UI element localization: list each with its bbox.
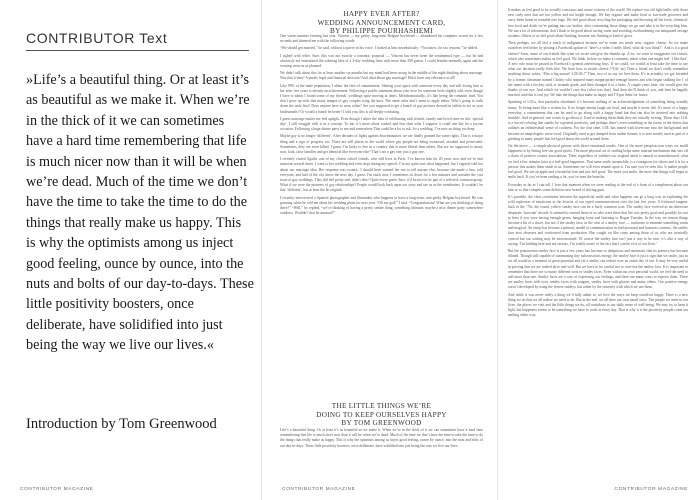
middle-page bbox=[262, 0, 498, 500]
article1-title-line1: HAPPY EVER AFTER? bbox=[343, 10, 420, 18]
article1-title-line3: BY PHILIPPE POURHASHEMI bbox=[330, 27, 433, 36]
right-paragraph: It’s possible, the clear correlation between the superficial smile and what happens can go a long way in explaining the wild explosion of emoticons in the lexicon of our typed communications over the last few years. A frictional tangent: back in the ’70s, the round, yellow smiley face can be a fairly common icon. The smiley face evolved as an otherwise desperate ‘brownie’ decade. It seemed to remind those of us who were there that life was pretty good and possibly for not at least if you were having enough green, hanging loose and listening to Rogue Tuesday. In the way we reason things become a bit of a chore, but not if the smiley face, in the case of a smiley face — continues to emanate something warm and magical. An emoji has become a primary model of communication in both personal and business contexts, the smiley face now obsesses and confronted from production. Has caught on like crazy among those of us who are ironically cynical but our writing may be misconstrued. Of course the smiley face isn’t just a way to be nice, it’s also a way of saying ‘I’m kidding here and not serious, I’m totally aware of the fact that I can be a lot of our lives.’ bbox=[508, 194, 688, 246]
right-paragraph: On the move — a simple physical gesture with direct emotional results. One of the more perspicacious ways we instill happiness is by letting free our good spirits. The more physical act of smiling helps some internal mechanism that sets off a chain of positive cosmic associations. Then, regardless of whether our original smile is natural or manufactured, what we feel a few minutes later is a feel-good happiness. That same smile, meanwhile, is a contagious for others and it is for a person: this makes them smile at us. Sometimes we will even remark upon it. I’m sure you’ve seen this. It makes people feel good. We see an apple and a beautiful fruit and just feel good. The more you smile, the more that things will begin to smile back. If you’ve been smiling a lot, you’ve seen the benefits. bbox=[508, 144, 688, 180]
introduction-byline: Introduction by Tom Greenwood bbox=[26, 416, 217, 432]
right-paragraph: It makes us feel good to be socially conscious and aware citizens of the world. We replace our old light bulbs with those new curly ones that are too yellow and not bright enough. We buy organic and make local or fair-trade groceries and carry them home in reusable tote bags. We feel good about recycling the packaging and throwing all the fresh, chemical-free food and drink we’re putting into our bodies, after consuming those things we go and take it in the recycling bins. We use a lot of information, don’t flush to be good about saving water and avoiding overburdening our antiquated sewage systems. Others of us feel good about flushing, because not flushing is kind of gross. bbox=[508, 8, 688, 39]
article1-paragraph: I recently visited Agadir, one of my closest school friends, who still lives in Paris. I’ve known him for 20 years now and we’ve met innocent several times. I went to her wedding and even slept during my speech. I’m not quite sure what happened, but I vaguely told her about our marriage idea. Her response was ecstatic. I should have warned her not to tell anyone else, because she made a fuss, told everyone, and half of the city knew the next day. I guess I’m stuck now. I sometimes sit down for a few minutes and consider the cost issue of gay weddings. They did feel pretty real, didn’t they? Quite every guest. Sure, it’d be nice to be part of a selected, common group. What if we were the pioneers of gay relationships? People would look back upon our story and see us as the trendsetters. It wouldn’t be that ‘different’, but at least the be original. bbox=[280, 157, 483, 193]
article2-title-line2: DOING TO KEEP OURSELVES HAPPY bbox=[316, 410, 447, 419]
pull-quote: »Life’s a beautiful thing. Or at least it’s as beautiful as we make it. When we’re in the thick of it we can sometimes have a hard time remembering that life is much nicer now than it will be when we’re dead. Much of the time we don’t have the time to take the time to do the things that really make us happy. This is why the optimists among us inject good feeling, ounce by ounce, into the nuts and bolts of our day-to-days. These little positivity boosters, once deliberate, have solidified into just being the way we live our lives.« bbox=[26, 72, 254, 354]
article1-title-line2: WEDDING ANNOUNCEMENT CARD, bbox=[317, 18, 446, 27]
right-article-body bbox=[508, 8, 688, 484]
article2-heading bbox=[280, 402, 483, 428]
article1-paragraph: One warm summer evening last year, Vincent — my geeky, long-term Belgian boyfriend — abandoned his computer screen for a few seconds and alarmed me with the following words: bbox=[280, 34, 483, 44]
right-page bbox=[498, 0, 700, 500]
article2-body bbox=[280, 428, 483, 488]
right-paragraph: Everyday as far as I can tell, I love that moment when we were reading at the end of a form of a compliment about our hair or so that compels some delicious new brand of driving gum. bbox=[508, 182, 688, 192]
article1-paragraph: I recently interviewed a Spanish photographer and filmmaker who happens to have a long-term, non-geeky Belgian boyfriend. He was grinning when he told me about his wedding plans for next year. “Oh my god!” I said. “Congratulations! What are you thinking of doing there?” “Well,” he replied, “we’re thinking of having a pretty sedate thing, something intimate, maybe a nice dinner party somewhere outdoors. Wouldn’t that be unusual?” bbox=[280, 195, 483, 216]
article1-body bbox=[280, 34, 483, 462]
article1-paragraph: Like 99% of the male population, I abhor the idea of commitment. Sharing your space with someone every day and still loving him or her after five years is already an achievement. Following a public statement about your love for someone feels slightly odd, even though I have to admit I found some of my friends’ weddings quite moving at times. Melodramatically, it’s like being the romantic lead. You don’t grow up with that many images of gay couples tying the knot. The same rules don’t seem to apply either. Who’s going to walk down the aisle first? Does anyone have to wear white? Are you supposed to get a bunch of gay pictures dressed in taffeta to act as your bridesmaids? Or would a bunch be better? I told you, this is all deeply confusing. bbox=[280, 83, 483, 114]
right-paragraph: But the punctuation smiley face is just a few years has become so ubiquitous and automatic that its potency has become diluted. Though still capable of summoning tiny subconscious energy, the smiley face is just a sign that we smile, just as we all would in a moment of great potential and yet a smiley can reduce over an entire day of use. It may be very useful in proving that we are indeed alive and well. But we have to be careful not to over-use the smiley face. It is important to remember that there are so many different sorts of smiley faces. Even within our own personal world, we feel the need to add more than one. Smiley faces are a way of expressing our feelings, and there are many ways to express them. There are smiley faces with eyes, smiley faces with tongues, smiley faces with glasses and many others. Our positive energy wasn’t developed by using the fewest smileys, but rather by the sincerity with which we use them. bbox=[508, 248, 688, 290]
article2-paragraph: Life’s a beautiful thing. Or at least it’s as beautiful as we make it. When we’re in the thick of it we can sometimes have a hard time remembering that life is much nicer now than it will be when we’re dead. Much of the time we don’t have the time to take the time to do the things that really make us happy. This is why the optimists among us inject good feeling, ounce by ounce, into the nuts and bolts of our day-to-days. These little positivity boosters, once deliberate, have solidified into just being the way we live our lives. bbox=[280, 428, 483, 448]
article2-title-line3: BY TOM GREENWOOD bbox=[341, 419, 422, 428]
article1-paragraph: I sighed with relief. Sure, this was not exactly a romantic proposal — Vincent has never been the sentimental type — but he had obviously not entertained the sobering idea of a 3-day wedding feast with more than 200 guests. I could breathe normally again and the evening went on as planned. bbox=[280, 53, 483, 69]
article1-paragraph: I guess marriage makes me feel uptight. Even though I adore the idea of celebrating with friends, family and loved ones on this ‘special day’, I still struggle with it as a concept. To me, it’s more about control and fear than what I suppose it could one day be a joyous occasion. Following a huge dinner party to me and somewhere That could be a lot to ask. So a wedding, I’ve now no thing too deep. bbox=[280, 116, 483, 132]
right-paragraph: And while it was never really a thing we’d fully admit to, we love the ways we keep ourselves happy. There is a new thing we do that we all realize we need to do. But in the end, we all have our own small ways. The people we meet in our lives, the places we visit and the little things we do, all contribute to our daily sense of well-being. We may try to keep it light, but happiness seems to be something we have to work at every day. That is why it is the positivity people come out smiling either way. bbox=[508, 292, 688, 318]
middle-footer: CONTRIBUTOR MAGAZINE bbox=[282, 487, 356, 492]
contributor-label: CONTRIBUTOR Text bbox=[26, 30, 168, 46]
right-paragraph: Speaking of LOLs, that particular shorthand: it’s become nothing of an acknowledgement of something being actually funny. To being more like a written ha. If no longer means laugh out loud, and maybe it never did. It’s more of a happy everyday, a commitment that can be used to go along with a happy hand but that can also be inserted into nothing sensible. And in general, one writes to go about it. Used to making them think they are actually writing. These days LOL is a forced coloring that stands for a general positivity, and perhaps there’s even something in the forms of the letters that radiates an infinitesimal sense of coolness. For the first time, LOL has mated with lowercase into the background and become an unapologetic curse word. Originally used to get dumped from online forums, it is now mostly used as part of a greeting to many people that feel good about the world around them. bbox=[508, 100, 688, 141]
header-rule bbox=[26, 50, 249, 51]
article2-title-line1: THE LITTLE THINGS WE’RE bbox=[331, 402, 432, 410]
article1-paragraph: “We should get married,” he said, without a quiver in his voice. I looked at him incredulously: “You know, for tax reasons,” he added. bbox=[280, 46, 478, 51]
article1-heading bbox=[280, 10, 483, 36]
left-footer: CONTRIBUTOR MAGAZINE bbox=[20, 487, 94, 492]
right-footer: CONTRIBUTOR MAGAZINE bbox=[614, 487, 688, 492]
article1-paragraph: We didn’t talk about this for at least another six months but my mind had been racing in the middle of the night thinking about marriage. Was that it then? A purely legal and financial decision! And what about gay marriage? Did it have any relevance at all? bbox=[280, 71, 483, 81]
right-paragraph: Then perhaps, we all feel a touch of indignation because we’ve eaten too much sour, organic cheese. So we make ourselves feel better by posting a Facebook update of ‘here’s a video I really liked, what do you think?’. And is it a good cheese? Soon, some of our friends like what we wrote and give the thumbs up. A lot, we want to exaggerate our virtues, which also sometimes makes us feel good. We think, before we make a comment, about when one might feel ‘I like that’. A new rule must be passed in Facebook’s general advertising laws. If we could, we would at least take the time to say what our decision really feels like. We have how to match cheese (“Tile’ no) Then a friend we don’t really remember anything about writes, “Has a big mouse! LOLOL!” Then, two of us say we love them. It’s in actuality we got friended by a former classmate named Christy who inspired many inappropriate teenage boners and who began stalking the 1 of her name with a hockey stick or steamth grade, and then changed it to a heart. A couple years later, she would give the thanks of our eye. And which we couldn’t care less (what was that). And then she’ll think of you, and then be happily married, and that is real joy. We take the things that make us happy and I’ll put them for future. bbox=[508, 41, 688, 98]
article1-paragraph: Maybe gay is no longer ‘different’. After decades of fights against discrimination, we are finally granted the same rights. This is a major thing and a sign of progress too. There are still places in the world where gay people are being ostracised, insulted and persecuted. Sometimes, they are even killed. I guess I’m lucky to live in a country that is more liberal than others. But are we supposed to marry now, look, raise families and get identical like everyone else? That’s not a gay one, just a guy one. bbox=[280, 134, 483, 155]
left-page bbox=[0, 0, 262, 500]
